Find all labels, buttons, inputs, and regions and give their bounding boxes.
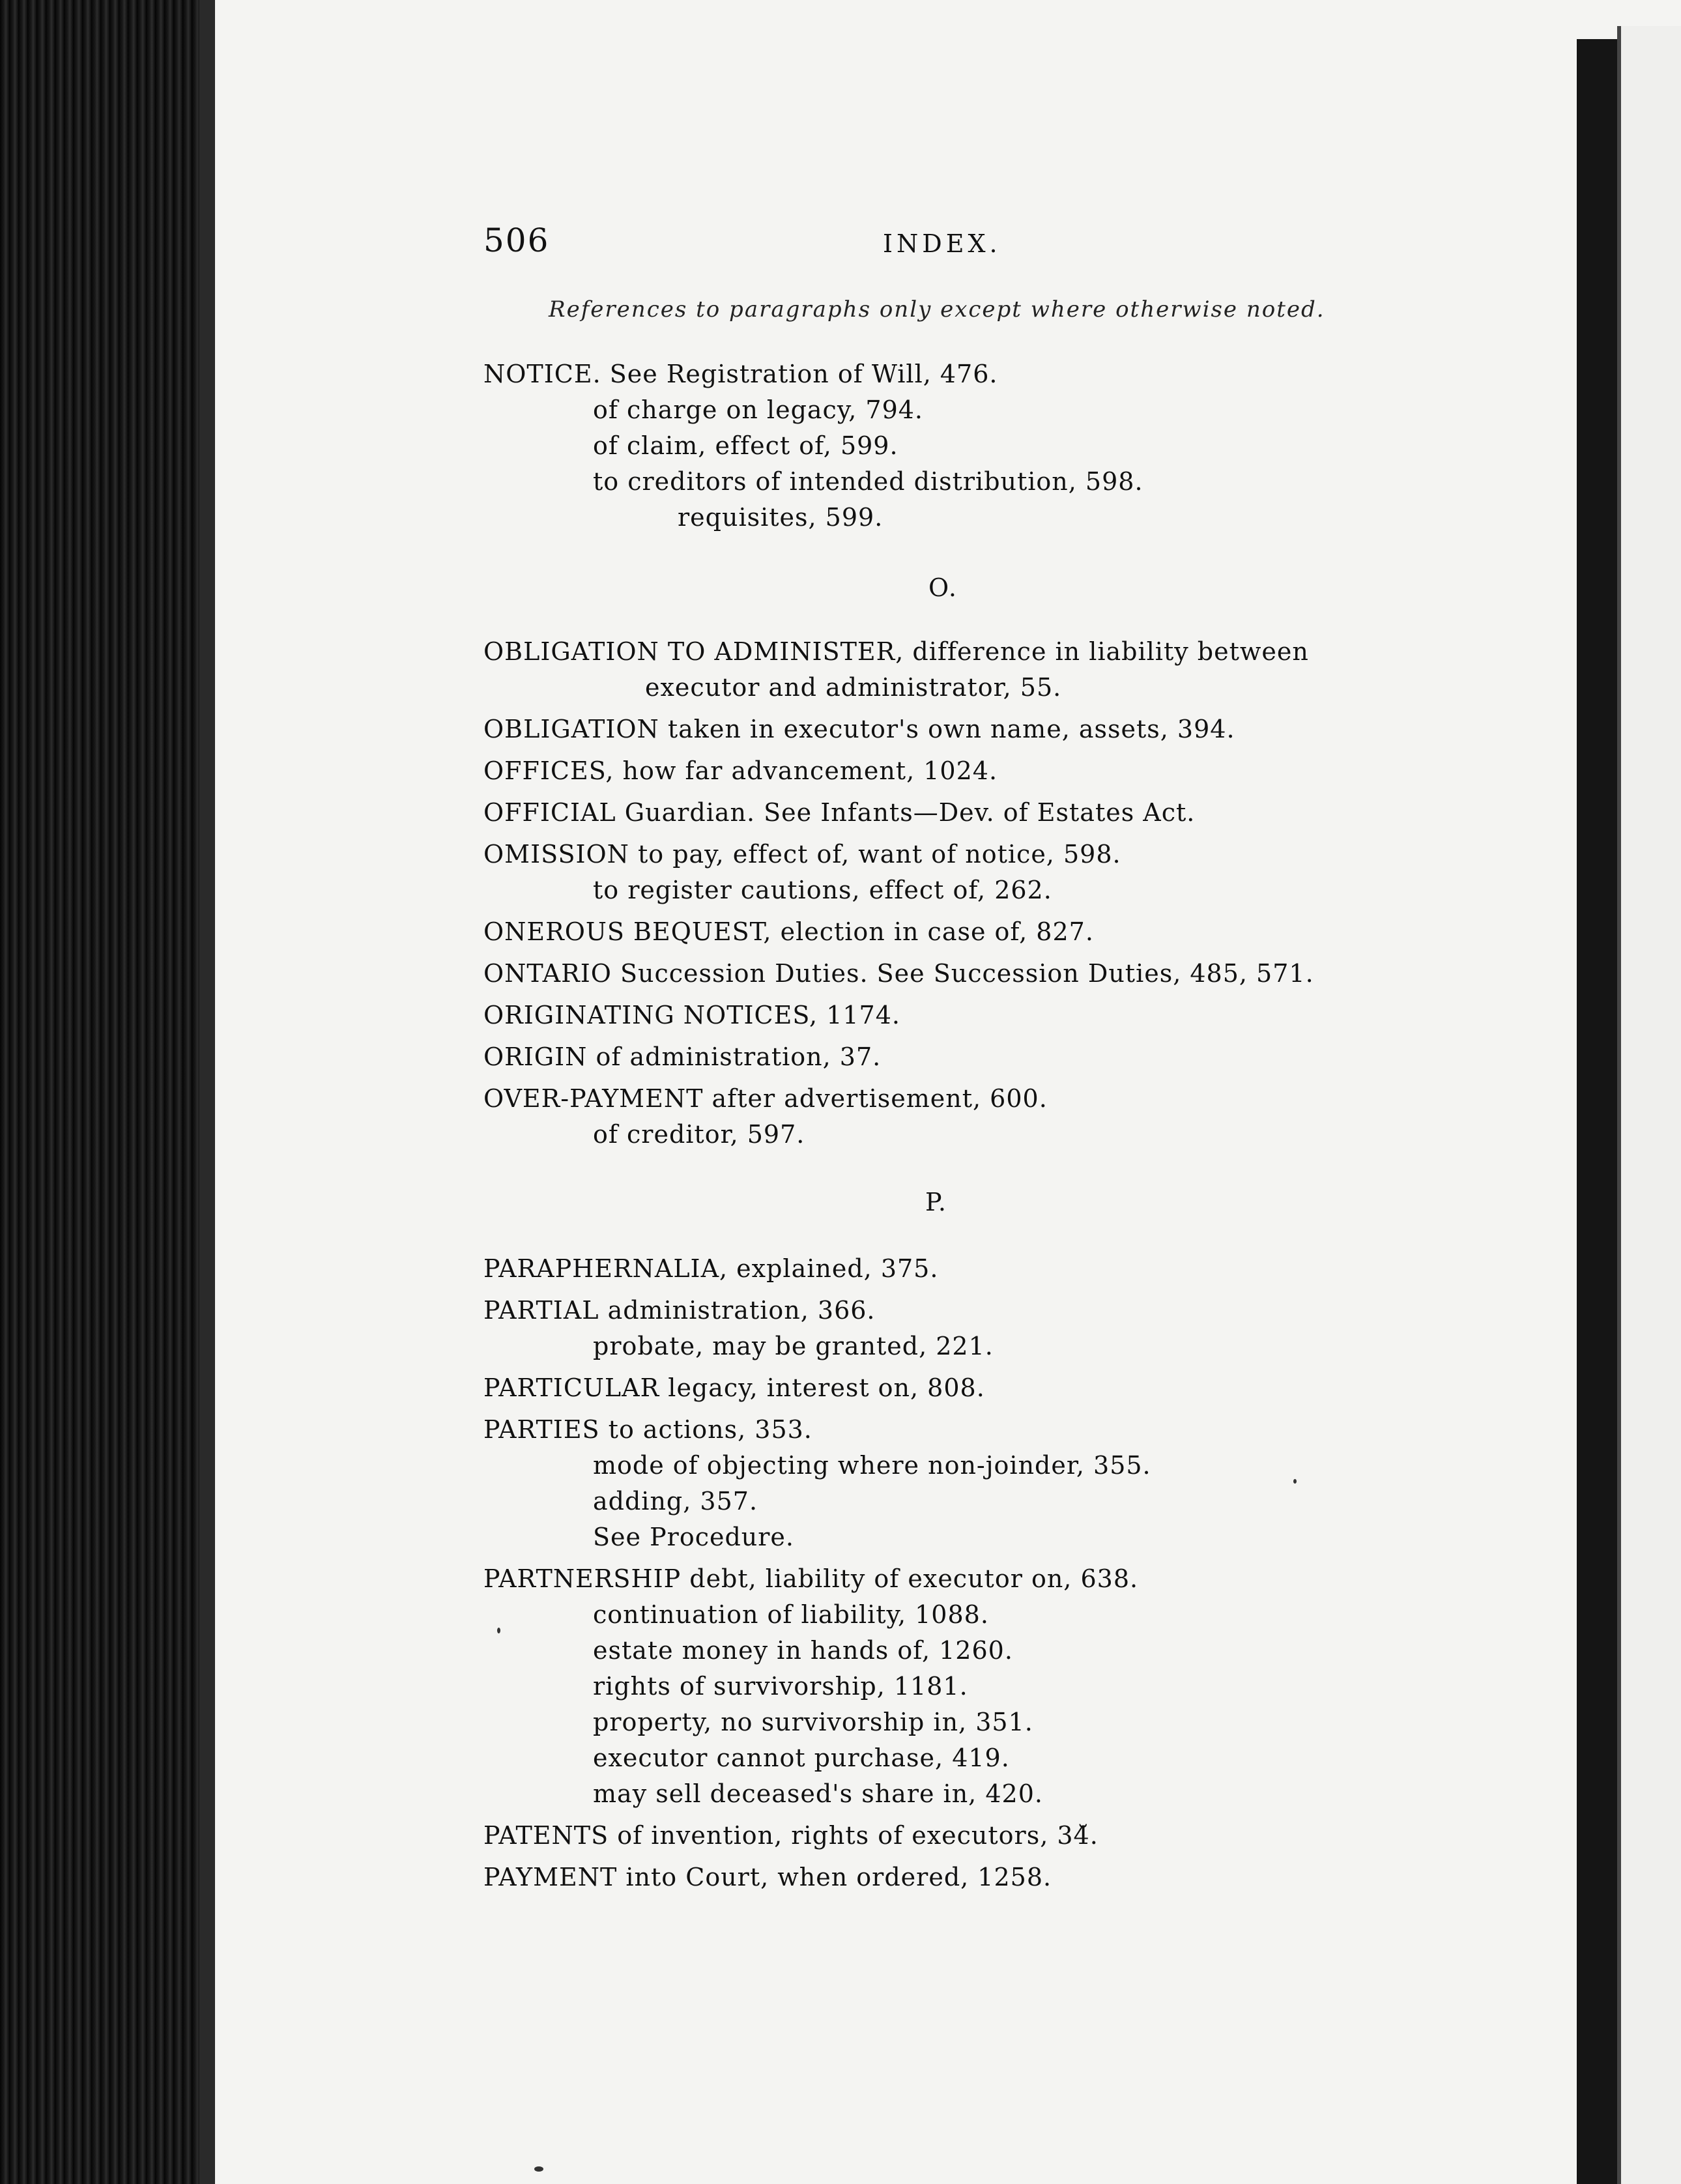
index-entry: OBLIGATION taken in executor's own name, assets, 394. xyxy=(483,715,1235,743)
index-subentry: to creditors of intended distribution, 598. xyxy=(593,467,1143,496)
index-subentry: adding, 357. xyxy=(593,1487,758,1516)
index-subentry: executor cannot purchase, 419. xyxy=(593,1744,1010,1772)
scan-speck xyxy=(534,2166,543,2172)
page-number: 506 xyxy=(483,222,550,259)
index-subentry: executor and administrator, 55. xyxy=(645,673,1062,702)
scan-speck xyxy=(1293,1479,1297,1484)
index-subentry: of creditor, 597. xyxy=(593,1120,805,1149)
index-entry: OBLIGATION TO ADMINISTER, difference in liability between xyxy=(483,637,1309,666)
index-entry: ONTARIO Succession Duties. See Succession Duties, 485, 571. xyxy=(483,959,1314,988)
index-subentry: may sell deceased's share in, 420. xyxy=(593,1779,1043,1808)
index-entry: ORIGINATING NOTICES, 1174. xyxy=(483,1001,900,1029)
scan-speck xyxy=(497,1628,500,1633)
index-entry: PATENTS of invention, rights of executors, 34̆. xyxy=(483,1821,1099,1850)
index-note: References to paragraphs only except where otherwise noted. xyxy=(549,296,1325,323)
index-entry: PARTNERSHIP debt, liability of executor on, 638. xyxy=(483,1564,1139,1593)
index-entry: ONEROUS BEQUEST, election in case of, 827. xyxy=(483,917,1094,946)
index-entry: OVER-PAYMENT after advertisement, 600. xyxy=(483,1084,1048,1113)
index-entry: PARTICULAR legacy, interest on, 808. xyxy=(483,1373,985,1402)
index-subentry: of charge on legacy, 794. xyxy=(593,395,924,424)
index-subentry: mode of objecting where non-joinder, 355. xyxy=(593,1451,1151,1480)
index-entry: OFFICES, how far advancement, 1024. xyxy=(483,756,998,785)
index-subentry: property, no survivorship in, 351. xyxy=(593,1708,1033,1736)
index-entry: PARTIES to actions, 353. xyxy=(483,1415,812,1444)
index-subentry: estate money in hands of, 1260. xyxy=(593,1636,1013,1665)
index-entry: PARTIAL administration, 366. xyxy=(483,1296,876,1325)
index-subentry: rights of survivorship, 1181. xyxy=(593,1672,968,1701)
book-gutter-right xyxy=(1577,39,1617,2184)
index-entry: OFFICIAL Guardian. See Infants—Dev. of Estates Act. xyxy=(483,798,1196,827)
next-page-sliver xyxy=(1617,26,1681,2184)
section-letter-o: O. xyxy=(928,573,958,602)
book-edge-left xyxy=(0,0,215,2184)
index-subentry: See Procedure. xyxy=(593,1523,795,1551)
index-subentry: probate, may be granted, 221. xyxy=(593,1332,994,1360)
page-title: INDEX. xyxy=(883,229,1001,258)
index-subentry: continuation of liability, 1088. xyxy=(593,1600,989,1629)
section-letter-p: P. xyxy=(925,1188,947,1216)
index-entry: PARAPHERNALIA, explained, 375. xyxy=(483,1254,939,1283)
index-entry: ORIGIN of administration, 37. xyxy=(483,1042,882,1071)
index-subentry: requisites, 599. xyxy=(678,503,884,532)
index-entry: NOTICE. See Registration of Will, 476. xyxy=(483,360,998,388)
index-entry: PAYMENT into Court, when ordered, 1258. xyxy=(483,1863,1052,1891)
index-entry: OMISSION to pay, effect of, want of notice, 598. xyxy=(483,840,1121,869)
index-subentry: of claim, effect of, 599. xyxy=(593,431,898,460)
index-subentry: to register cautions, effect of, 262. xyxy=(593,876,1052,904)
